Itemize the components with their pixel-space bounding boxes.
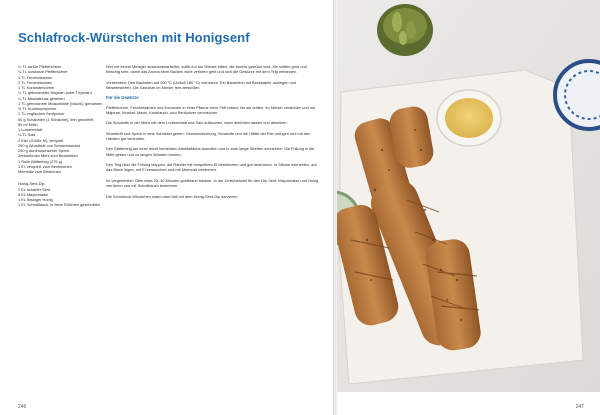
method-paragraph: Wer mit einem Metzger zusammenarbeitet, sollte ihn um Würste bitten, die bereits gewürzt sind. Sie sollten grob und fleischig sein, damit das Aroma beim Backen nicht verloren geht und sich die Gewürze mit dem Teig verbinden.: [106, 64, 307, 75]
method-paragraph: Wurstbrät und Speck in eine Schüssel geben, Gewürzmischung, Schalotte und die Hälfte der Eier zufügen und mit den Händen gut verkneten.: [106, 130, 311, 141]
ingredient-item: ¼ TL weiße Pfefferkörner: [18, 64, 62, 69]
recipe-photo: [337, 0, 600, 392]
ingredient-item: ¼ TL Muskatnuss gerieben: [18, 95, 65, 101]
dip-ingredient: 1 EL flüssiger Honig: [18, 197, 53, 202]
dip-ingredient: 2 EL scharfer Senf: [18, 186, 51, 192]
ingredient-item: 1 Ei, verquirlt, zum Bestreichen: [18, 163, 72, 169]
ingredient-item: 1 TL getrocknete Muskatblüte (Macis), gemahlen: [18, 100, 103, 106]
ingredient-item: 250 g Wurstbrät von Schweinswurst: [18, 142, 80, 148]
ingredient-item: 250 g durchwachsener Speck: [18, 148, 70, 153]
right-page-footer: [337, 392, 600, 415]
method-paragraph: Den Blätterteig auf einer leicht bemehlten Arbeitsfläche ausrollen und in zwei lange Streifen schneiden. Die Füllung in die Mitte geben und zu langen Würsten formen.: [106, 146, 315, 157]
ingredient-item: ½ TL Knoblauchpulver: [18, 106, 57, 111]
recipe-title: Schlafrock-Würstchen mit Honigsenf: [18, 30, 250, 45]
ingredient-item: 50 g Schalotten (1 Schalotte), fein gewürfelt: [18, 116, 94, 122]
ingredient-item: 1 TL Fenchelsamen: [18, 74, 53, 80]
ingredient-item: 1 TL Korianderkörner: [18, 85, 55, 90]
method-paragraph: Vorbereiten: Den Backofen auf 200 °C (Umluft 180 °C) vorheizen. Ein Backblech mit Backpapier auslegen und beiseitestellen. Die Gewürze im Mörser fein zerstoßen.: [106, 79, 296, 90]
ingredients-spacer: [18, 174, 103, 181]
page-number-right: 247: [575, 404, 584, 410]
method-paragraph: Die Schalotte in der Milch mit dem Lorbeerblatt und Salz aufkochen, dann abkühlen lassen und abseihen.: [106, 120, 288, 126]
method-paragraph: Den Teig über die Füllung klappen, die Ränder mit verquirltem Ei bestreichen und gut andrücken. In Stücke schneiden, auf das Blech legen, mit Ei bestreichen und mit Meersalz bestreuen.: [106, 162, 317, 173]
ingredient-item: 1 Lorbeerblatt: [18, 127, 43, 132]
method-text: [106, 64, 320, 204]
ingredient-item: 2 Eier (Größe M), verquirlt: [18, 137, 64, 143]
ingredient-item: ⅛ TL Salz: [18, 132, 36, 138]
ingredient-item: Meersalz zum Bestreuen: [18, 169, 62, 174]
page-number-left: 246: [18, 404, 27, 410]
method-subheading: Für die Gewürze: [106, 95, 139, 101]
mustard-dip-bowl: [437, 90, 501, 146]
method-paragraph: Im vorgeheizten Ofen etwa 25–30 Minuten goldbraun backen. In der Zwischenzeit für den Dip Senf, Mayonnaise und Honig verrühren und mit Schnittlauch bestreuen.: [106, 177, 319, 189]
ingredient-item: ¼ TL schwarze Pfefferkörner: [18, 69, 68, 75]
pickle-jar: [377, 4, 433, 56]
ingredient-item: 50 ml Milch: [18, 121, 38, 127]
dip-heading: Honig-Senf-Dip: [18, 181, 45, 187]
ingredient-item: 2 TL Fenchelsamen: [18, 79, 53, 85]
ingredient-item: ¼ TL getrockneter Majoran (oder Thymian): [18, 90, 92, 96]
ingredients-list: [18, 64, 103, 208]
ingredient-item: 1 Rolle Blätterteig (275 g): [18, 158, 63, 164]
dip-ingredient: 1 EL Schnittlauch, in feine Röllchen geschnitten: [18, 202, 101, 208]
ingredient-item: 1 TL englisches Senfpulver: [18, 111, 65, 117]
method-paragraph: Pfefferkörner, Fenchelsamen und Koriander in einer Pfanne ohne Fett rösten, bis sie duften. Im Mörser zerstoßen und mit Majoran, Muskat, Macis, Knoblauch- und Senfpulver vermischen.: [106, 104, 316, 115]
dip-ingredient: 5 EL Mayonnaise: [18, 191, 48, 197]
ingredient-item: Zerstoßenes Mehl zum Bearbeiten: [18, 153, 78, 159]
method-paragraph: Die Schlafrock-Würstchen warm oder kalt mit dem Honig-Senf-Dip servieren.: [106, 193, 239, 199]
